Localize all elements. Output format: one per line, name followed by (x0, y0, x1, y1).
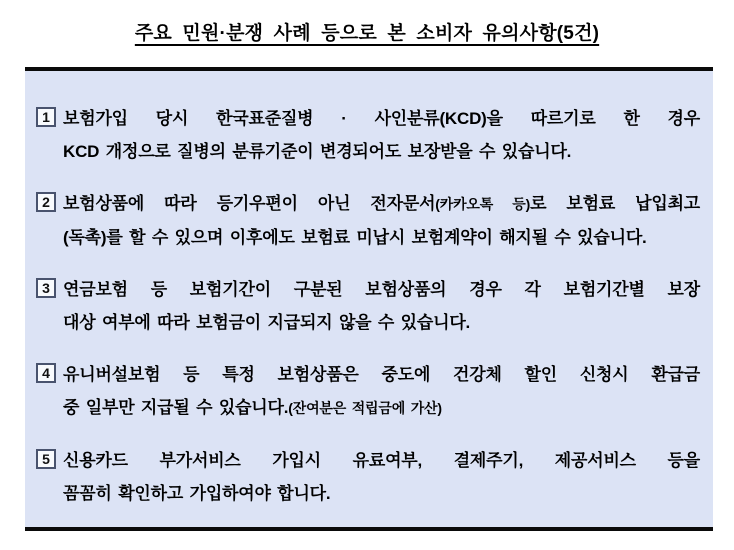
item-text-segment: 신용카드 부가서비스 가입시 유료여부, 결제주기, 제공서비스 등을 (63, 451, 700, 470)
item-text (63, 102, 700, 168)
item-text-segment: 보험상품에 따라 등기우편이 아닌 전자문서 (63, 194, 436, 213)
notice-item-3 (36, 273, 700, 339)
item-text-line (63, 477, 700, 510)
item-text-segment: 중 일부만 지급될 수 있습니다. (63, 398, 289, 417)
notice-box (25, 67, 713, 531)
item-text (63, 187, 700, 254)
item-number-box: 2 (36, 192, 56, 212)
item-text-line (63, 221, 700, 254)
item-text-line (63, 391, 700, 425)
item-text-line (63, 273, 700, 306)
item-text-segment: 보험가입 당시 한국표준질병 · 사인분류(KCD)을 따르기로 한 경우 (63, 109, 700, 128)
item-text-line (63, 306, 700, 339)
item-text-segment: 유니버설보험 등 특정 보험상품은 중도에 건강체 할인 신청시 환급금 (63, 365, 700, 384)
item-text-note: (카카오톡 등) (435, 196, 531, 212)
item-text-segment: 꼼꼼히 확인하고 가입하여야 합니다. (63, 484, 331, 503)
item-text-line (63, 187, 700, 221)
notice-item-5 (36, 444, 700, 510)
item-text (63, 444, 700, 510)
notice-item-2 (36, 187, 700, 254)
item-text-segment: 연금보험 등 보험기간이 구분된 보험상품의 경우 각 보험기간별 보장 (63, 280, 700, 299)
item-text-line (63, 102, 700, 135)
item-text-line (63, 444, 700, 477)
item-text-line (63, 358, 700, 391)
item-text-segment: KCD 개정으로 질병의 분류기준이 변경되어도 보장받을 수 있습니다. (63, 142, 572, 161)
item-text-segment: 대상 여부에 따라 보험금이 지급되지 않을 수 있습니다. (63, 313, 471, 332)
item-number-box: 4 (36, 363, 56, 383)
item-text (63, 273, 700, 339)
notice-item-4 (36, 358, 700, 425)
document-title: 주요 민원·분쟁 사례 등으로 본 소비자 유의사항(5건) (134, 23, 600, 44)
item-text (63, 358, 700, 425)
item-text-segment: 로 보험료 납입최고 (530, 194, 701, 213)
item-text-segment: (독촉)를 할 수 있으며 이후에도 보험료 미납시 보험계약이 해지될 수 있습니다. (63, 228, 647, 247)
item-number-box: 5 (36, 449, 56, 469)
item-text-line (63, 135, 700, 168)
item-number-box: 1 (36, 107, 56, 127)
notice-item-1 (36, 102, 700, 168)
item-number-box: 3 (36, 278, 56, 298)
item-text-note: (잔여분은 적립금에 가산) (288, 400, 442, 416)
